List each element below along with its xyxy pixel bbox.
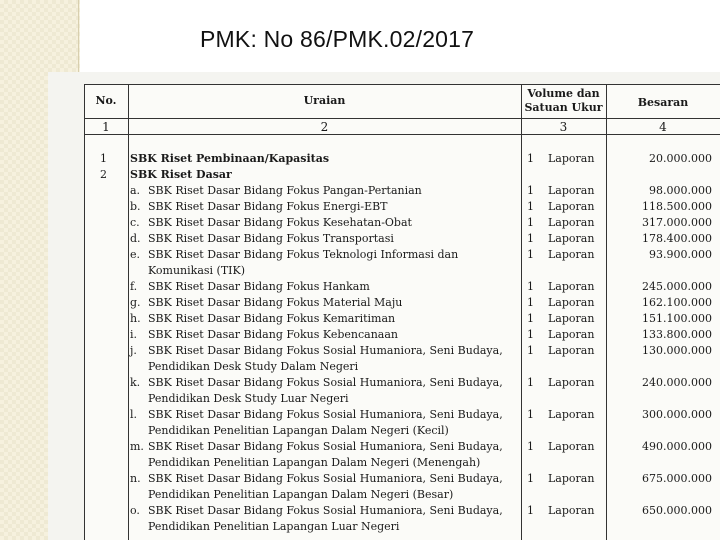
- table-row: [84, 392, 720, 408]
- table-row: [84, 328, 720, 344]
- row-amount: 133.800.000: [642, 328, 712, 341]
- row-amount: 162.100.000: [642, 296, 712, 309]
- row-description: Komunikasi (TIK): [148, 264, 246, 277]
- row-description: Pendidikan Desk Study Dalam Negeri: [148, 360, 359, 373]
- row-letter: k.: [130, 376, 141, 389]
- table-row: [84, 296, 720, 312]
- header-besaran: Besaran: [637, 96, 689, 109]
- row-letter: j.: [130, 344, 137, 357]
- table-row: [84, 312, 720, 328]
- row-volume: 1: [527, 440, 534, 453]
- row-letter: f.: [130, 280, 138, 293]
- row-volume: 1: [527, 200, 534, 213]
- row-unit: Laporan: [548, 296, 595, 309]
- row-description: Pendidikan Penelitian Lapangan Dalam Negeri (Kecil): [148, 424, 449, 437]
- row-amount: 118.500.000: [642, 200, 712, 213]
- slide-title: PMK: No 86/PMK.02/2017: [200, 26, 475, 52]
- row-letter: e.: [130, 248, 141, 261]
- table-row: [84, 440, 720, 456]
- table-row: [84, 152, 720, 168]
- row-volume: 1: [527, 472, 534, 485]
- row-letter: n.: [130, 472, 141, 485]
- row-letter: d.: [130, 232, 141, 245]
- table-row: [84, 248, 720, 264]
- row-letter: i.: [130, 328, 138, 341]
- table-row: [84, 424, 720, 440]
- table-row: [84, 232, 720, 248]
- row-amount: 93.900.000: [649, 248, 712, 261]
- row-unit: Laporan: [548, 216, 595, 229]
- row-amount: 20.000.000: [649, 152, 712, 165]
- row-number: 2: [100, 168, 107, 181]
- row-volume: 1: [527, 296, 534, 309]
- row-description: Pendidikan Desk Study Luar Negeri: [148, 392, 349, 405]
- table-row: [84, 184, 720, 200]
- row-letter: m.: [130, 440, 144, 453]
- table-row: [84, 200, 720, 216]
- column-number: 3: [559, 120, 568, 134]
- row-description: SBK Riset Dasar Bidang Fokus Sosial Humaniora, Seni Budaya,: [148, 440, 503, 453]
- row-description: SBK Riset Dasar Bidang Fokus Kebencanaan: [148, 328, 398, 341]
- row-unit: Laporan: [548, 184, 595, 197]
- column-number: 2: [320, 120, 329, 134]
- row-volume: 1: [527, 216, 534, 229]
- row-description: SBK Riset Dasar Bidang Fokus Sosial Humaniora, Seni Budaya,: [148, 344, 503, 357]
- row-volume: 1: [527, 504, 534, 517]
- header-divider: [84, 118, 720, 119]
- row-description: SBK Riset Dasar Bidang Fokus Hankam: [148, 280, 370, 293]
- row-amount: 650.000.000: [642, 504, 712, 517]
- table-row: [84, 376, 720, 392]
- row-amount: 151.100.000: [642, 312, 712, 325]
- row-description: SBK Riset Dasar: [130, 168, 232, 181]
- header-uraian: Uraian: [303, 94, 346, 107]
- row-amount: 300.000.000: [642, 408, 712, 421]
- row-unit: Laporan: [548, 328, 595, 341]
- header-no: No.: [95, 94, 117, 107]
- table-row: [84, 168, 720, 184]
- column-number: 1: [102, 120, 110, 134]
- row-unit: Laporan: [548, 200, 595, 213]
- row-description: SBK Riset Dasar Bidang Fokus Sosial Humaniora, Seni Budaya,: [148, 376, 503, 389]
- table-row: [84, 360, 720, 376]
- row-description: SBK Riset Dasar Bidang Fokus Material Maju: [148, 296, 403, 309]
- row-letter: c.: [130, 216, 140, 229]
- header-volume-line1: Volume dan: [527, 87, 600, 100]
- table-row: [84, 344, 720, 360]
- row-volume: 1: [527, 312, 534, 325]
- table-row: [84, 280, 720, 296]
- row-unit: Laporan: [548, 280, 595, 293]
- table-border-top: [84, 84, 720, 85]
- row-description: SBK Riset Dasar Bidang Fokus Kemaritiman: [148, 312, 396, 325]
- row-description: SBK Riset Dasar Bidang Fokus Pangan-Pertanian: [148, 184, 422, 197]
- row-number: 1: [100, 152, 107, 165]
- table-row: [84, 504, 720, 520]
- row-letter: l.: [130, 408, 138, 421]
- table-row: [84, 408, 720, 424]
- row-unit: Laporan: [548, 232, 595, 245]
- row-unit: Laporan: [548, 248, 595, 261]
- row-volume: 1: [527, 152, 534, 165]
- row-unit: Laporan: [548, 344, 595, 357]
- row-description: SBK Riset Dasar Bidang Fokus Sosial Humaniora, Seni Budaya,: [148, 408, 503, 421]
- table-row: [84, 264, 720, 280]
- row-amount: 675.000.000: [642, 472, 712, 485]
- row-volume: 1: [527, 376, 534, 389]
- row-volume: 1: [527, 184, 534, 197]
- header-divider: [84, 134, 720, 135]
- row-letter: g.: [130, 296, 141, 309]
- table-row: [84, 488, 720, 504]
- row-volume: 1: [527, 280, 534, 293]
- table-row: [84, 472, 720, 488]
- row-description: Pendidikan Penelitian Lapangan Dalam Negeri (Menengah): [148, 456, 481, 469]
- row-volume: 1: [527, 328, 534, 341]
- row-amount: 317.000.000: [642, 216, 712, 229]
- row-description: Pendidikan Penelitian Lapangan Luar Negeri: [148, 520, 400, 533]
- table-row: [84, 456, 720, 472]
- row-volume: 1: [527, 248, 534, 261]
- row-amount: 240.000.000: [642, 376, 712, 389]
- table-row: [84, 520, 720, 536]
- row-description: SBK Riset Dasar Bidang Fokus Transportasi: [148, 232, 394, 245]
- row-letter: a.: [130, 184, 141, 197]
- row-unit: Laporan: [548, 312, 595, 325]
- row-letter: h.: [130, 312, 141, 325]
- row-unit: Laporan: [548, 408, 595, 421]
- row-description: SBK Riset Pembinaan/Kapasitas: [130, 152, 330, 165]
- row-volume: 1: [527, 232, 534, 245]
- row-letter: o.: [130, 504, 140, 517]
- scanned-table: [84, 84, 720, 540]
- header-volume-line2: Satuan Ukur: [524, 101, 603, 114]
- row-volume: 1: [527, 408, 534, 421]
- row-amount: 130.000.000: [642, 344, 712, 357]
- row-unit: Laporan: [548, 152, 595, 165]
- row-description: SBK Riset Dasar Bidang Fokus Kesehatan-Obat: [148, 216, 412, 229]
- row-volume: 1: [527, 344, 534, 357]
- row-description: SBK Riset Dasar Bidang Fokus Sosial Humaniora, Seni Budaya,: [148, 504, 503, 517]
- row-description: Pendidikan Penelitian Lapangan Dalam Negeri (Besar): [148, 488, 454, 501]
- row-unit: Laporan: [548, 376, 595, 389]
- row-unit: Laporan: [548, 504, 595, 517]
- row-unit: Laporan: [548, 472, 595, 485]
- row-description: SBK Riset Dasar Bidang Fokus Teknologi Informasi dan: [148, 248, 459, 261]
- row-unit: Laporan: [548, 440, 595, 453]
- row-amount: 490.000.000: [642, 440, 712, 453]
- row-amount: 245.000.000: [642, 280, 712, 293]
- row-amount: 98.000.000: [649, 184, 712, 197]
- row-letter: b.: [130, 200, 141, 213]
- column-number: 4: [659, 120, 667, 134]
- row-description: SBK Riset Dasar Bidang Fokus Sosial Humaniora, Seni Budaya,: [148, 472, 503, 485]
- table-row: [84, 216, 720, 232]
- row-amount: 178.400.000: [642, 232, 712, 245]
- row-description: SBK Riset Dasar Bidang Fokus Energi-EBT: [148, 200, 388, 213]
